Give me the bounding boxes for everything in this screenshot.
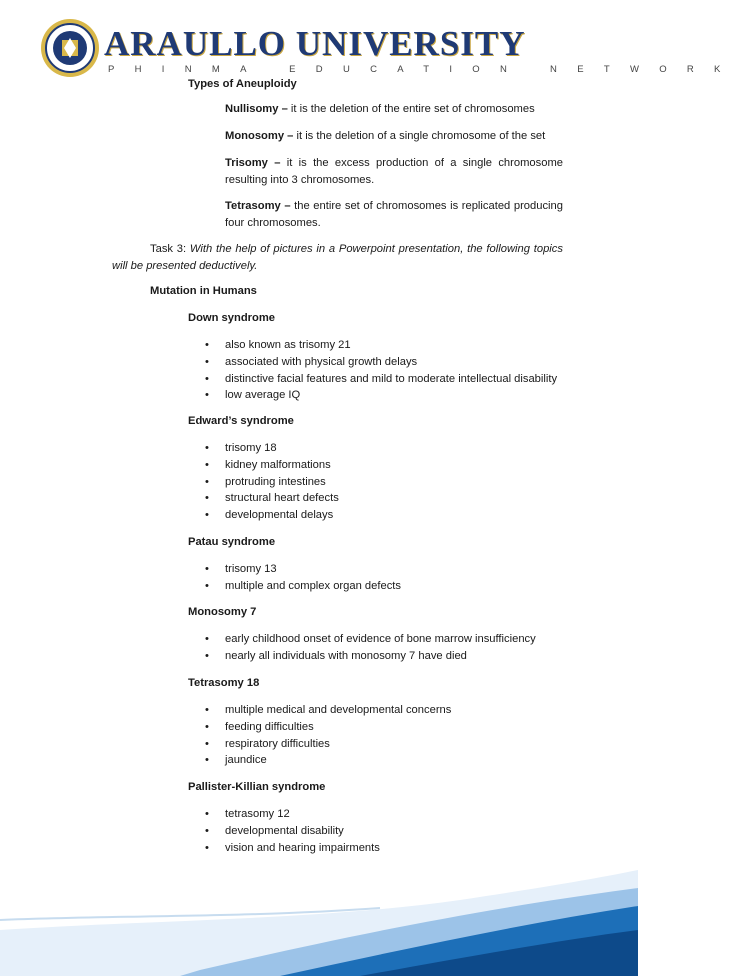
bullet-icon: • [205,475,209,488]
bullet-icon: • [205,704,209,716]
condition-heading: Pallister-Killian syndrome [188,781,326,793]
bullet-text: distinctive facial features and mild to moderate intellectual disability [225,372,558,385]
bullet-icon: • [205,649,209,662]
bullet-text: nearly all individuals with monosomy 7 have died [225,649,467,662]
bullet-icon: • [205,579,209,592]
university-seal-icon [40,18,100,78]
type-tetrasomy [225,198,563,231]
bullet-icon: • [205,633,209,645]
bullet-icon: • [205,372,209,385]
bullet-text: vision and hearing impairments [225,841,380,854]
bullet-text: developmental delays [225,509,334,522]
bullet-icon: • [205,458,209,471]
bullet-icon: • [205,720,209,733]
bullet-icon: • [205,754,209,767]
task-label: Task 3: [150,243,190,255]
condition-heading: Tetrasomy 18 [188,677,260,689]
network-tagline: PHINMA EDUCATION NETWORK [108,64,741,75]
bullet-icon: • [205,841,209,854]
condition-heading: Monosomy 7 [188,606,257,618]
bullet-icon: • [205,824,209,837]
bullet-text: trisomy 13 [225,563,277,575]
bullet-text: early childhood onset of evidence of bone marrow insufficiency [225,633,536,645]
bullet-icon: • [205,492,209,505]
type-definition: it is the excess production of a single chromosome resulting into 3 chromosomes. [225,157,564,186]
bullet-icon: • [205,563,209,575]
bullet-text: trisomy 18 [225,442,277,454]
bullet-text: associated with physical growth delays [225,355,418,368]
bullet-icon: • [205,339,209,351]
letterhead [40,18,741,80]
bullet-text: jaundice [225,754,267,767]
types-heading: Types of Aneuploidy [188,78,297,90]
bullet-text: multiple and complex organ defects [225,579,401,592]
footer-wave-decoration [0,860,638,976]
task-text: With the help of pictures in a Powerpoint presentation, the following topics will be presented deductively. [112,243,563,272]
condition-heading: Down syndrome [188,312,276,324]
bullet-text: multiple medical and developmental concerns [225,704,452,716]
type-trisomy [225,155,563,188]
bullet-text: respiratory difficulties [225,737,330,750]
type-definition: the entire set of chromosomes is replicated producing four chromosomes. [225,200,563,229]
bullet-text: also known as trisomy 21 [225,339,351,351]
type-term: Nullisomy – [225,103,288,115]
condition-heading: Edward’s syndrome [188,415,294,427]
condition-heading: Patau syndrome [188,536,276,548]
type-nullisomy [225,101,563,118]
bullet-text: feeding difficulties [225,720,314,733]
university-name: ARAULLO UNIVERSITY [104,24,526,63]
bullet-icon: • [205,355,209,368]
bullet-text: tetrasomy 12 [225,808,290,820]
bullet-text: protruding intestines [225,475,326,488]
type-term: Tetrasomy – [225,200,291,212]
type-monosomy [225,128,563,145]
bullet-icon: • [205,509,209,522]
bullet-icon: • [205,389,209,402]
bullet-text: kidney malformations [225,458,331,471]
bullet-icon: • [205,808,209,820]
type-definition: it is the deletion of the entire set of chromosomes [287,103,535,115]
mutation-heading: Mutation in Humans [150,285,257,297]
bullet-text: low average IQ [225,389,301,402]
bullet-text: developmental disability [225,824,344,837]
task-paragraph [112,241,563,274]
type-definition: it is the deletion of a single chromosome of the set [293,130,546,142]
bullet-icon: • [205,442,209,454]
type-term: Trisomy – [225,157,281,169]
bullet-text: structural heart defects [225,492,339,505]
type-term: Monosomy – [225,130,294,142]
bullet-icon: • [205,737,209,750]
